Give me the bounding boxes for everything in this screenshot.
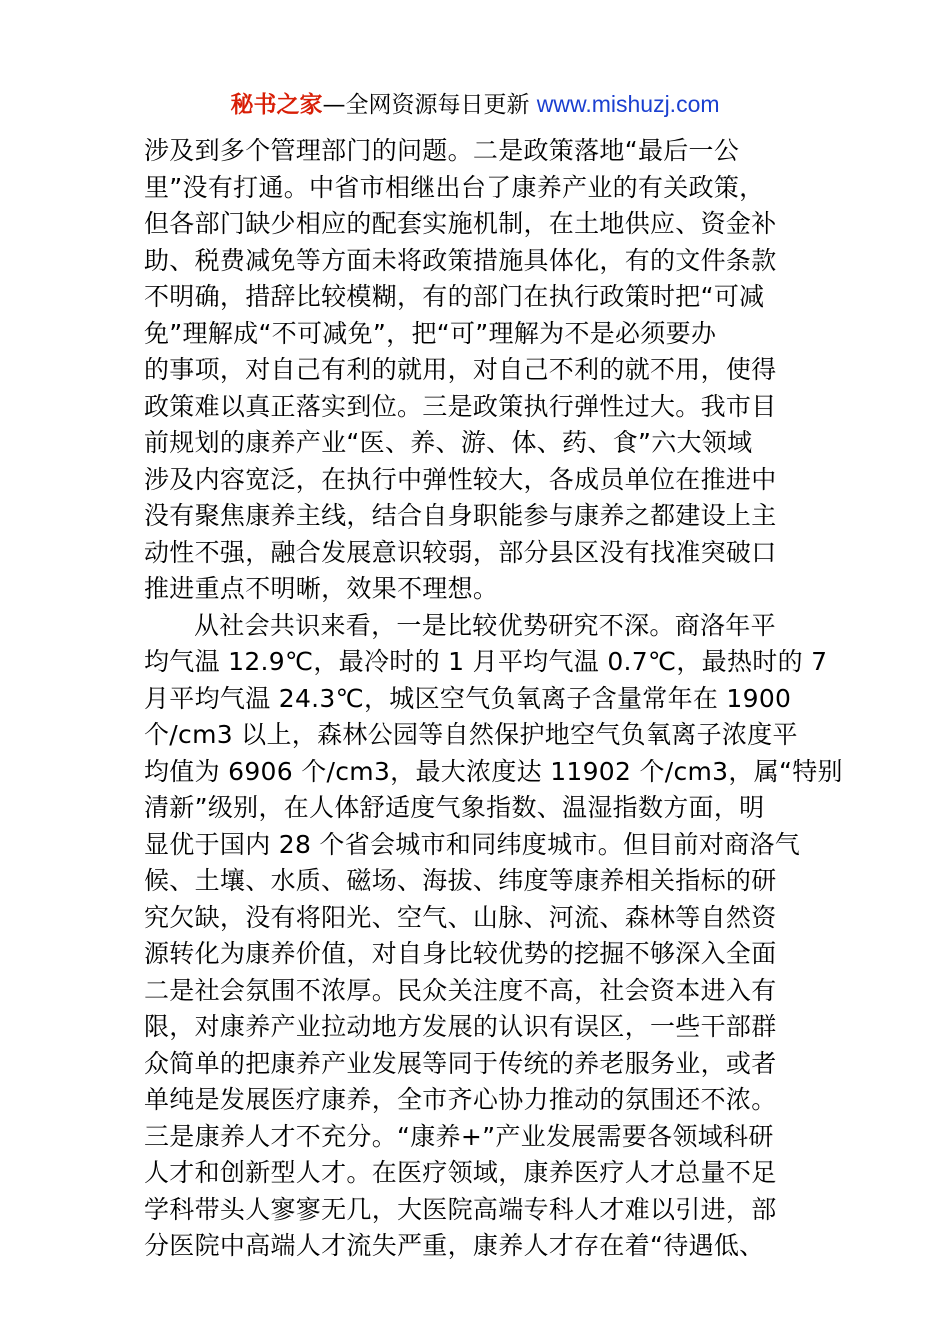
text-line: 推进重点不明晰，效果不理想。 (144, 574, 499, 603)
header-tagline: —全网资源每日更新 (322, 92, 537, 118)
text-line: 前规划的康养产业“医、养、游、体、药、食”六大领域 (144, 428, 753, 457)
text-line: 显优于国内 28 个省会城市和同纬度城市。但目前对商洛气 (144, 829, 801, 859)
text-line: 限，对康养产业拉动地方发展的认识有误区，一些干部群 (144, 1012, 777, 1041)
text-line: 三是康养人才不充分。“康养+”产业发展需要各领域科研 (144, 1121, 774, 1151)
paragraph-start-line: 从社会共识来看，一是比较优势研究不深。商洛年平 (194, 610, 776, 640)
text-line: 涉及内容宽泛，在执行中弹性较大，各成员单位在推进中 (144, 464, 777, 494)
text-line: 月平均气温 24.3℃，城区空气负氧离子含量常年在 1900 (144, 683, 792, 713)
text-line: 免”理解成“不可减免”，把“可”理解为不是必须要办 (144, 318, 717, 348)
text-line: 候、土壤、水质、磁场、海拔、纬度等康养相关指标的研 (144, 866, 777, 895)
document-body (144, 133, 843, 1265)
brand-name: 秘书之家 (230, 92, 323, 118)
text-line: 众简单的把康养产业发展等同于传统的养老服务业，或者 (144, 1048, 777, 1078)
text-line: 源转化为康养价值，对自身比较优势的挖掘不够深入全面 (144, 939, 777, 968)
text-line: 均气温 12.9℃，最冷时的 1 月平均气温 0.7℃，最热时的 7 (144, 647, 828, 676)
text-line: 学科带头人寥寥无几，大医院高端专科人才难以引进，部 (144, 1194, 777, 1224)
text-line: 人才和创新型人才。在医疗领域，康养医疗人才总量不足 (144, 1158, 777, 1187)
text-line: 单纯是发展医疗康养，全市齐心协力推动的氛围还不浓。 (144, 1085, 777, 1114)
text-line: 但各部门缺少相应的配套实施机制，在土地供应、资金补 (144, 209, 777, 238)
text-line: 分医院中高端人才流失严重，康养人才存在着“待遇低、 (144, 1231, 765, 1260)
text-line: 究欠缺，没有将阳光、空气、山脉、河流、森林等自然资 (144, 902, 777, 932)
text-line: 政策难以真正落实到位。三是政策执行弹性过大。我市目 (144, 391, 777, 421)
site-url-link[interactable]: www.mishuzj.com (536, 91, 720, 117)
text-line: 没有聚焦康养主线，结合自身职能参与康养之都建设上主 (144, 501, 777, 530)
text-line: 涉及到多个管理部门的问题。二是政策落地“最后一公 (144, 136, 740, 165)
text-line: 均值为 6906 个/cm3，最大浓度达 11902 个/cm3，属“特别 (144, 756, 843, 786)
text-line: 个/cm3 以上，森林公园等自然保护地空气负氧离子浓度平 (144, 720, 798, 749)
text-line: 清新”级别，在人体舒适度气象指数、温湿指数方面，明 (144, 793, 765, 822)
text-line: 里”没有打通。中省市相继出台了康养产业的有关政策， (144, 172, 765, 202)
text-line: 动性不强，融合发展意识较弱，部分县区没有找准突破口 (144, 537, 777, 567)
text-line: 不明确，措辞比较模糊，有的部门在执行政策时把“可减 (144, 282, 765, 311)
text-line: 的事项，对自己有利的就用，对自己不利的就不用，使得 (144, 355, 777, 384)
page-header (0, 86, 950, 123)
text-line: 二是社会氛围不浓厚。民众关注度不高，社会资本进入有 (144, 975, 777, 1005)
text-line: 助、税费减免等方面未将政策措施具体化，有的文件条款 (144, 245, 777, 275)
